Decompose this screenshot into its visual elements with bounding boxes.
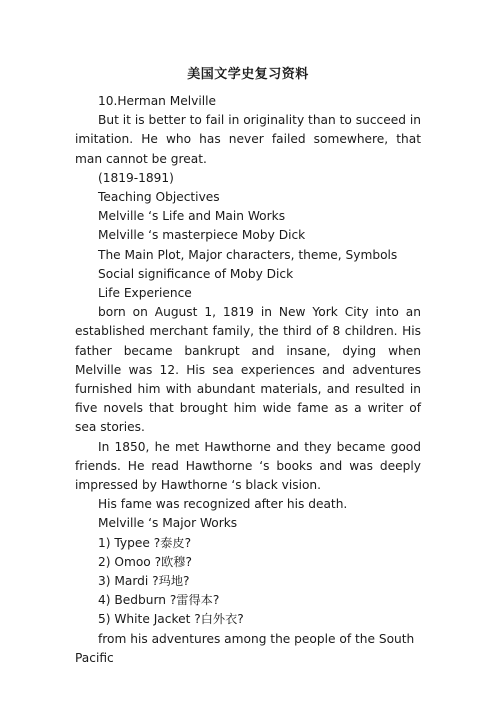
- document-body: [75, 92, 421, 668]
- section-heading-objectives: Teaching Objectives: [98, 190, 220, 205]
- objective-item: Social significance of Moby Dick: [98, 266, 294, 281]
- life-paragraph: born on August 1, 1819 in New York City into an established merchant family, the third of 8 children. His father became bankrupt and insane, dying when Melville was 12. His sea experiences and adventures furnished him with abundant materials, and resulted in five novels that brought him wide fame as a writer of sea stories.: [75, 305, 421, 435]
- work-item: 5) White Jacket ?白外衣?: [98, 612, 244, 627]
- fame-paragraph: His fame was recognized after his death.: [98, 497, 348, 512]
- life-dates: (1819-1891): [98, 170, 174, 185]
- objective-item: Melville ‘s masterpiece Moby Dick: [98, 228, 306, 243]
- section-heading-life: Life Experience: [98, 286, 192, 301]
- hawthorne-paragraph: In 1850, he met Hawthorne and they became good friends. He read Hawthorne ‘s books and was deeply impressed by Hawthorne ‘s black vision.: [75, 439, 421, 493]
- quote-paragraph: But it is better to fail in originality than to succeed in imitation. He who has never failed somewhere, that man cannot be great.: [75, 113, 421, 166]
- work-item: 3) Mardi ?玛地?: [98, 574, 190, 589]
- section-heading-works: Melville ‘s Major Works: [98, 516, 238, 531]
- document-title: 美国文学史复习资料: [187, 67, 309, 82]
- work-item: 4) Bedburn ?雷得本?: [98, 593, 220, 608]
- objective-item: The Main Plot, Major characters, theme, Symbols: [98, 247, 398, 262]
- works-note: from his adventures among the people of the South Pacific: [75, 631, 415, 665]
- objective-item: Melville ‘s Life and Main Works: [98, 209, 286, 224]
- work-item: 2) Omoo ?欧穆?: [98, 554, 192, 569]
- heading-chapter: 10.Herman Melville: [98, 94, 217, 108]
- work-item: 1) Typee ?泰皮?: [98, 535, 192, 550]
